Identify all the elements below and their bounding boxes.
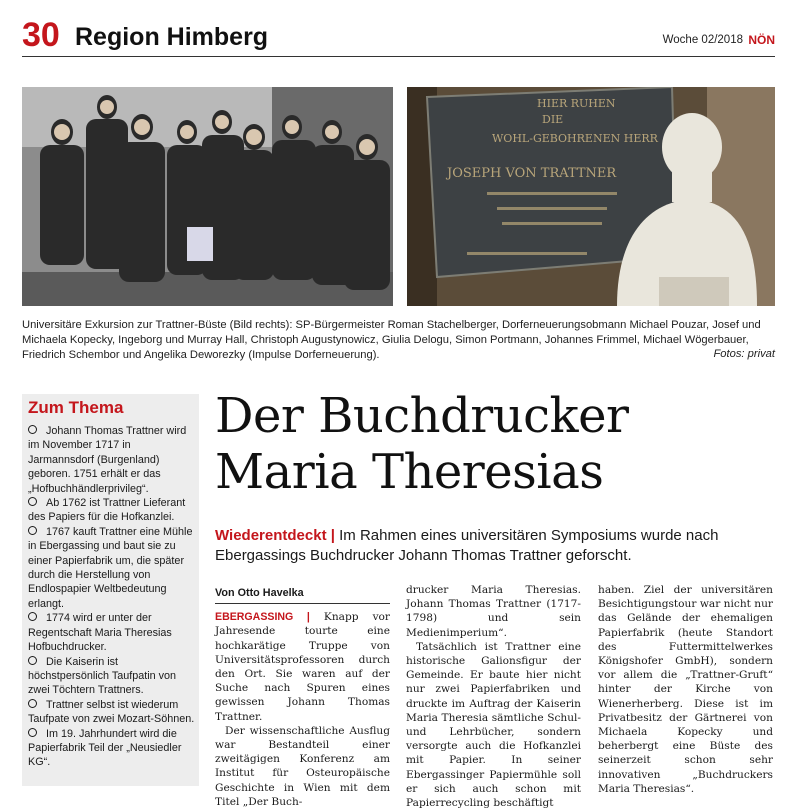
- byline: Von Otto Havelka: [215, 586, 390, 604]
- bullet-icon: [28, 526, 37, 535]
- group-photo-icon: [22, 87, 393, 306]
- bullet-icon: [28, 497, 37, 506]
- headline-line-1: Der Buchdrucker: [215, 388, 629, 444]
- page-number: 30: [22, 16, 60, 54]
- paragraph: Knapp vor Jahresende tourte eine hochkarätige Truppe von Universitätsprofessoren durch den Ort. Sie waren auf der Suche nach Spuren eines gewissen Johann Thomas Trattner.: [215, 611, 390, 723]
- article-column-1: [215, 586, 390, 809]
- bullet-icon: [28, 656, 37, 665]
- plaque-line-4: JOSEPH VON TRATTNER: [447, 166, 617, 181]
- bullet-icon: [28, 425, 37, 434]
- plaque-line-3: WOHL-GEBOHRENEN HERR: [492, 132, 658, 145]
- list-item: 1774 wird er unter der Regentschaft Maria Theresias Hofbuchdrucker.: [28, 612, 172, 654]
- plaque-line-1: HIER RUHEN: [537, 97, 616, 110]
- list-item: Trattner selbst ist wiederum Taufpate von zwei Mozart-Söhnen.: [28, 698, 195, 726]
- topic-sidebar: [22, 394, 199, 786]
- page-header: [22, 16, 775, 57]
- headline-line-2: Maria Theresias: [215, 444, 604, 500]
- article-column-3: [598, 583, 773, 796]
- sidebar-list: [28, 424, 196, 770]
- list-item: Ab 1762 ist Trattner Lieferant des Papiers für die Hofkanzlei.: [28, 497, 186, 524]
- list-item: 1767 kauft Trattner eine Mühle in Ebergassing und baut sie zu einer Papierfabrik um, die später durch die Herstellung von Endlospapier Weltbedeutung erlangt.: [28, 525, 193, 610]
- list-item: Johann Thomas Trattner wird im November 1717 in Jarmannsdorf (Burgenland) geboren. 1751 erhält er das „Hofbuchhändlerprivileg“.: [28, 425, 187, 495]
- group-photo: [22, 87, 393, 306]
- lead-text: Im Rahmen eines universitären Symposiums wurde nach Ebergassings Buchdrucker Johann Thomas Trattner geforscht.: [215, 527, 719, 564]
- plaque-line-2: DIE: [542, 113, 564, 126]
- article-headline: [215, 388, 775, 500]
- bullet-icon: [28, 728, 37, 737]
- paragraph: drucker Maria Theresias. Johann Thomas Trattner (1717-1798) und sein Medienimperium“.: [406, 584, 581, 639]
- paragraph: haben. Ziel der universitären Besichtigungstour war nicht nur das Gelände der ehemaligen Papierfabrik (heute Standort des Futtermittelwerkes Königshofer GmbH), sondern vor allem die „Trattner-Gruft“ hinter der Kirche von Wienerherberg. Diese ist im Privatbesitz der Gärtnerei von Michaela Kopecky und beherbergt eine Büste des seinerzeit schon sehr innovativen „Buchdruckers Maria Theresias“.: [598, 584, 773, 795]
- issue-week: Woche 02/2018: [662, 34, 743, 46]
- photo-caption: Universitäre Exkursion zur Trattner-Büste (Bild rechts): SP-Bürgermeister Roman Stachelberger, Dorferneuerungsobmann Michael Pouzar, Josef und Michaela Kopecky, Ingeborg und Murray Hall, Christoph Augustynowicz, Giulia Delogu, Simon Portmann, Johannes Frimmel, Michael Wögerbauer, Friedrich Schembor und Angelika Deworezky (Impulse Dorferneuerung).: [22, 319, 761, 361]
- list-item: Die Kaiserin ist höchstpersönlich Taufpatin von zwei Töchtern Trattners.: [28, 655, 177, 697]
- section-title: Region Himberg: [75, 23, 269, 51]
- paragraph: Der wissenschaftliche Ausflug war Bestandteil einer zweitägigen Konferenz am Institut für Osteuropäische Geschichte in Wien mit dem Titel „Der Buch-: [215, 724, 390, 808]
- plaque-bust-photo: [407, 87, 775, 306]
- kicker: Wiederentdeckt |: [215, 527, 335, 544]
- photo-credit: Fotos: privat: [713, 348, 775, 360]
- sidebar-title: Zum Thema: [28, 398, 124, 417]
- article-column-2: [406, 583, 581, 810]
- brand-logo: NÖN: [748, 33, 775, 47]
- memorial-plaque-icon: [407, 87, 775, 306]
- article-lead: [215, 526, 775, 566]
- list-item: Im 19. Jahrhundert wird die Papierfabrik Teil der „Neusiedler KG“.: [28, 727, 182, 769]
- paragraph: Tatsächlich ist Trattner eine historische Galionsfigur der Gemeinde. Er baute hier nicht nur zwei Papierfabriken und druckte im Auftrag der Kaiserin Maria Theresia sämtliche Schul- und Lehrbücher, sondern versorgte auch die Hofkanzlei mit Papier. In seiner Ebergassinger Papiermühle soll er sich auch schon mit Papierrecycling beschäftigt: [406, 640, 581, 810]
- bullet-icon: [28, 699, 37, 708]
- bullet-icon: [28, 612, 37, 621]
- dateline: EBERGASSING |: [215, 611, 310, 624]
